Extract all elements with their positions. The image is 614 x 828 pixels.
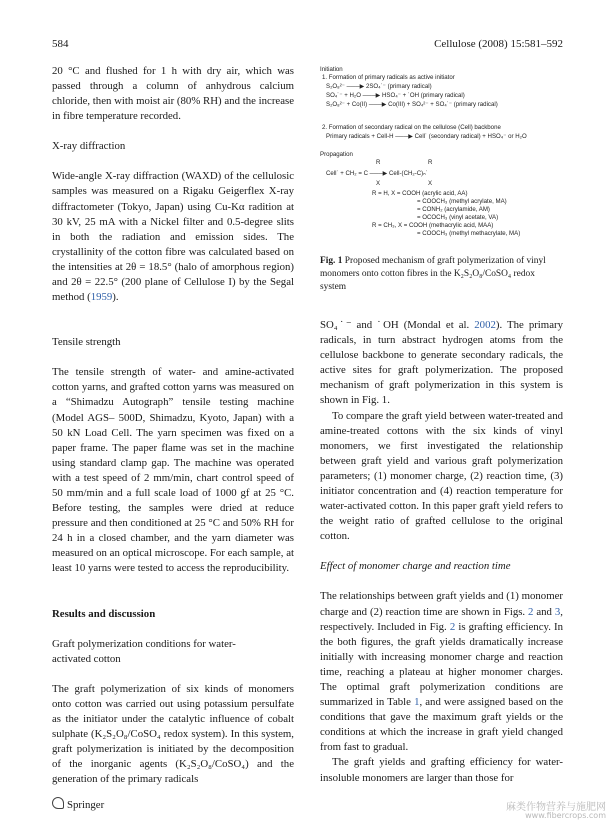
paragraph-text: Wide-angle X-ray diffraction (WAXD) of the cellulosic samples was measured on a Rigaku Geigerflex X-ray diffractometer (Tokyo, Japan) using Cu-Kα radition at 30 kV, 25 mA with a Nickel filter and 0.5-degree slits in both the radiation and emission sides. The crystallinity of the cotton fibre was calculated based on the intensities at 2θ = 18.5° (halo of amorphous region) and 2θ = 22.5° (200 plane of Cellulose I) by the Segal method ( [52,170,294,304]
caption-label: Fig. 1 [320,256,343,266]
substituent-x: X [376,180,381,187]
paragraph-text: SO₄˙⁻ and ˙OH (Mondal et al. [320,319,475,331]
figure-label: 2. Formation of secondary radical on the cellulose (Cell) backbone [322,124,501,131]
springer-logo-icon [52,797,64,809]
citation-link[interactable]: 1959 [90,291,113,304]
paragraph-text: , and were assigned based on the conditions that gave the maximum graft yields or the conditions at which the increase in graft yield changed from fast to gradual. [320,696,563,754]
paragraph-text: , respectively. Included in Fig. [320,605,563,633]
figure-1-scheme [320,66,570,246]
paragraph-text: and [533,605,555,618]
paragraph-text: is grafting efficiency. In the both figures, the graft yields dramatically increase initially with increasing monomer charge and reaction time, reaching a plateau at higher monomer charges. The optimal graft polymerization conditions are summarized in Table [320,620,563,709]
paragraph [320,318,563,409]
watermark-line: 麻类作物营养与施肥网 [506,802,606,813]
figure-link[interactable]: 2 [528,605,534,618]
substituent-r: R [376,159,381,166]
caption-text: Proposed mechanism of graft polymerization of vinyl monomers onto cotton fibres in the K₂S₂O₈/CoSO₄ redox system [320,256,546,292]
paragraph: To compare the graft yield between water-treated and amine-treated cottons with the six kinds of vinyl monomers, we first investigated the relationship between graft yield and various graft polymerization parameters; (1) monomer charge, (2) reaction time, (3) initiator concentration and (4) reaction temperature for water-activated cotton. In this paper graft yield refers to the weight ratio of grafted cellulose to the original cotton. [320,409,563,543]
monomer-definition: R = CH₃, X = COOH (methacrylic acid, MAA) [372,222,494,229]
paragraph: The graft yields and grafting efficiency for water-insoluble monomers are larger than those for [320,756,563,784]
section-heading-xray: X-ray diffraction [52,140,126,153]
section-heading-tensile: Tensile strength [52,336,121,349]
figure-link[interactable]: 3 [554,605,561,618]
paragraph-text: ). The primary radicals, in turn abstract hydrogen atoms from the cellulose backbone to generate secondary radicals, the active sites for graft polymerization. The proposed mechanism of graft polymerization in this system is shown in Fig. 1. [320,319,563,407]
figure-label: Initiation [320,66,343,73]
subsection-heading-graft: Graft polymerization conditions for water-activated cotton [52,637,236,665]
monomer-definition: = COOCH₃ (methyl acrylate, MA) [417,198,507,205]
propagation-equation: Cell˙ + CH₂ = C ───▶ Cell-(CH₂-C)ₙ˙ [326,170,428,177]
page-number: 584 [52,38,69,50]
left-column [52,64,294,787]
substituent-r: R [428,159,433,166]
substituent-x: X [428,180,433,187]
paragraph [52,169,294,305]
citation-link[interactable]: 2002 [474,319,496,331]
right-column [320,318,563,786]
reaction-equation: SO₄˙⁻ + H₂O ───▶ HSO₄⁻ + ˙OH (primary radical) [326,92,465,99]
paragraph-text: The relationships between graft yields and (1) monomer charge and (2) reaction time are shown in Figs. [320,590,563,618]
figure-link[interactable]: 2 [449,620,456,633]
paragraph: The tensile strength of water- and amine-activated cotton yarns, and grafted cotton yarns was measured on a “Shimadzu Autograph” tensile testing machine (Model AGS– 500D, Shimadzu, Kyoto, Japan) with a 50 kN Load Cell. The yarn specimen was fixed on a paper frame. The paper flame was set in the machine using standard clamp gap. The machine was operated with a test speed of 2 mm/min, chart control speed of 50 mm/min and a full scale load of 1000 gf at 25 °C. Before testing, the samples were dried at reduce pressure and then conditioned at 25 °C and 50% RH for 24 h in a closed chamber, and the yarn diameter was measured on an optical microscope. For each sample, at least 10 yarns were tested to access the reproducibility. [52,366,294,575]
paragraph-text: ). [112,291,119,304]
monomer-definition: = OCOCH₃ (vinyl acetate, VA) [417,214,499,221]
monomer-definition: = CONH₂ (acrylamide, AM) [417,206,490,213]
reaction-equation: S₂O₈²⁻ + Co(II) ───▶ Co(III) + SO₄²⁻ + SO₄˙⁻ (primary radical) [326,101,498,108]
paragraph: 20 °C and flushed for 1 h with dry air, which was passed through a column of anhydrous calcium chloride, then with moist air (80% RH) and the increase in fibre temperature recorded. [52,65,294,123]
monomer-definition: R = H, X = COOH (acrylic acid, AA) [372,190,468,197]
monomer-definition: = COOCH₃ (methyl methacrylate, MA) [417,230,521,237]
subsection-heading-effect: Effect of monomer charge and reaction time [320,560,511,573]
figure-label: Propagation [320,151,353,158]
paragraph [320,589,563,755]
figure-1-caption [320,255,563,293]
publisher-footer [52,797,104,811]
running-header: Cellulose (2008) 15:581–592 [434,38,563,50]
figure-label: 1. Formation of primary radicals as active initiator [322,74,455,81]
watermark-url: www.fibercrops.com [525,811,606,820]
reaction-equation: S₂O₈²⁻ ───▶ 2SO₄˙⁻ (primary radical) [326,83,432,90]
section-heading-results: Results and discussion [52,607,156,620]
paragraph: The graft polymerization of six kinds of monomers onto cotton was carried out using potassium persulfate as the initiator under the catalytic influence of cobalt sulphate (K₂S₂O₈/CoSO₄ redox system). In this system, graft polymerization is initiated by the decomposition of the inorganic agents (K₂S₂O₈/CoSO₄) and the generation of the primary radicals [52,682,294,786]
reaction-equation: Primary radicals + Cell-H ───▶ Cell˙ (secondary radical) + HSO₄⁻ or H₂O [326,133,527,140]
table-link[interactable]: 1 [414,696,420,709]
publisher-name: Springer [67,799,105,811]
